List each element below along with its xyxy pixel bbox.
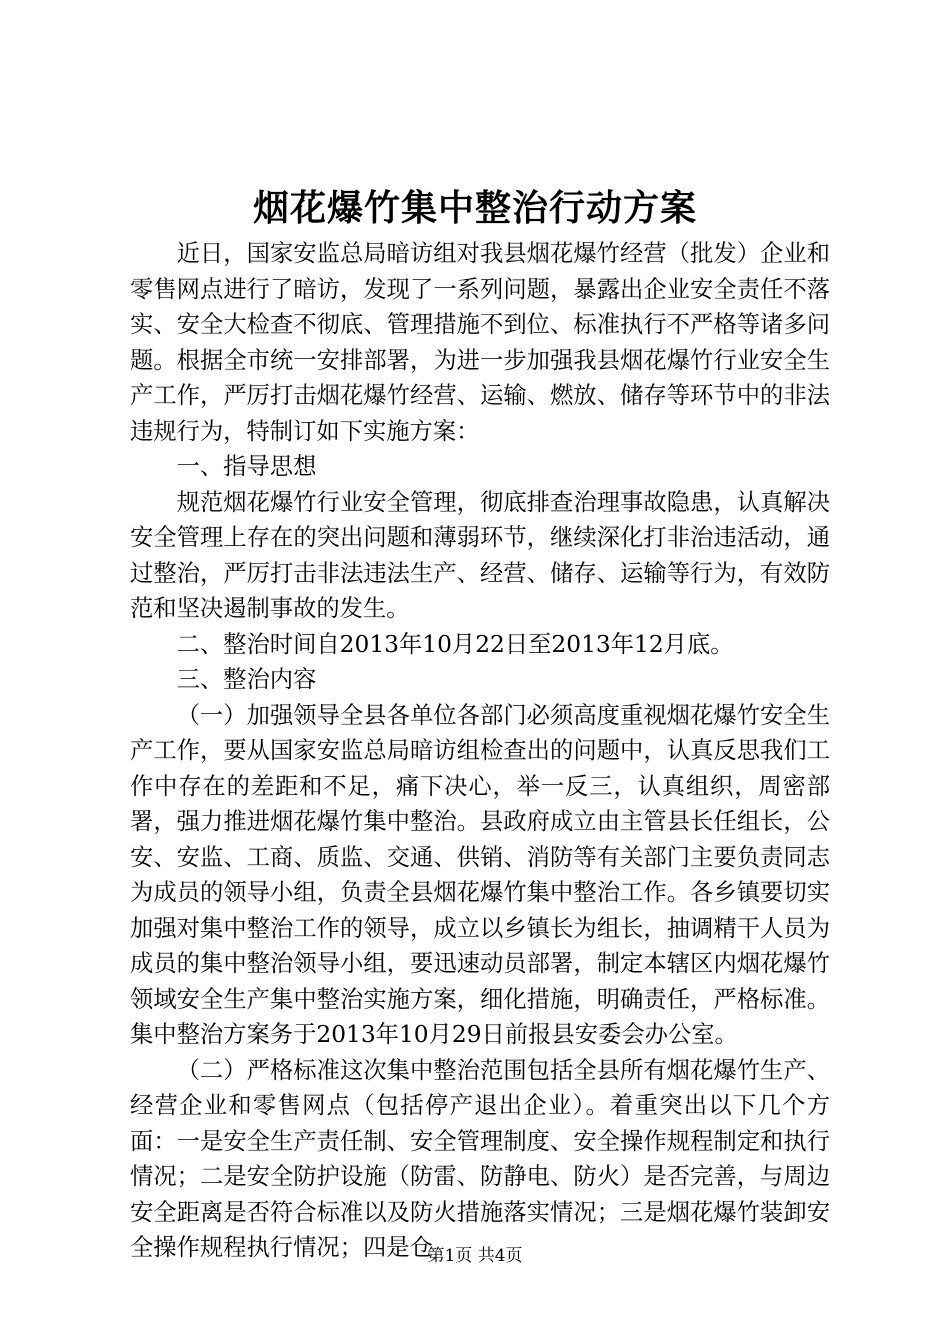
paragraph-leadership: （一）加强领导全县各单位各部门必须高度重视烟花爆竹安全生产工作，要从国家安监总局暗访组检查出的问题中，认真反思我们工作中存在的差距和不足，痛下决心，举一反三，认真组织，周密部署，强力推进烟花爆竹集中整治。县政府成立由主管县长任组长，公安、安监、工商、质监、交通、供销、消防等有关部门主要负责同志为成员的领导小组，负责全县烟花爆竹集中整治工作。各乡镇要切实加强对集中整治工作的领导，成立以乡镇长为组长，抽调精干人员为成员的集中整治领导小组，要迅速动员部署，制定本辖区内烟花爆竹领域安全生产集中整治实施方案，细化措施，明确责任，严格标准。集中整治方案务于2013年10月29日前报县安委会办公室。 [130, 701, 830, 1048]
document-title: 烟花爆竹集中整治行动方案 [252, 187, 697, 229]
paragraph-guiding-idea: 规范烟花爆竹行业安全管理，彻底排查治理事故隐患，认真解决安全管理上存在的突出问题和薄弱环节，继续深化打非治违活动，通过整治，严厉打击非法违法生产、经营、储存、运输等行为，有效防范和坚决遏制事故的发生。 [130, 488, 830, 622]
heading-guiding-idea: 一、指导思想 [176, 453, 317, 480]
page-number-footer: 第1页 共4页 [427, 1246, 523, 1266]
paragraph-intro: 近日，国家安监总局暗访组对我县烟花爆竹经营（批发）企业和零售网点进行了暗访，发现了一系列问题，暴露出企业安全责任不落实、安全大检查不彻底、管理措施不到位、标准执行不严格等诸多问题。根据全市统一安排部署，为进一步加强我县烟花爆竹行业安全生产工作，严厉打击烟花爆竹经营、运输、燃放、储存等环节中的非法违规行为，特制订如下实施方案： [130, 240, 830, 445]
paragraph-time: 二、整治时间自2013年10月22日至2013年12月底。 [176, 630, 734, 658]
paragraph-standards: （二）严格标准这次集中整治范围包括全县所有烟花爆竹生产、经营企业和零售网点（包括停产退出企业）。着重突出以下几个方面：一是安全生产责任制、安全管理制度、安全操作规程制定和执行情况；二是安全防护设施（防雷、防静电、防火）是否完善，与周边安全距离是否符合标准以及防火措施落实情况；三是烟花爆竹装卸安全操作规程执行情况；四是仓 [130, 1056, 830, 1261]
document-body [130, 236, 830, 1266]
heading-content: 三、整治内容 [176, 666, 317, 693]
